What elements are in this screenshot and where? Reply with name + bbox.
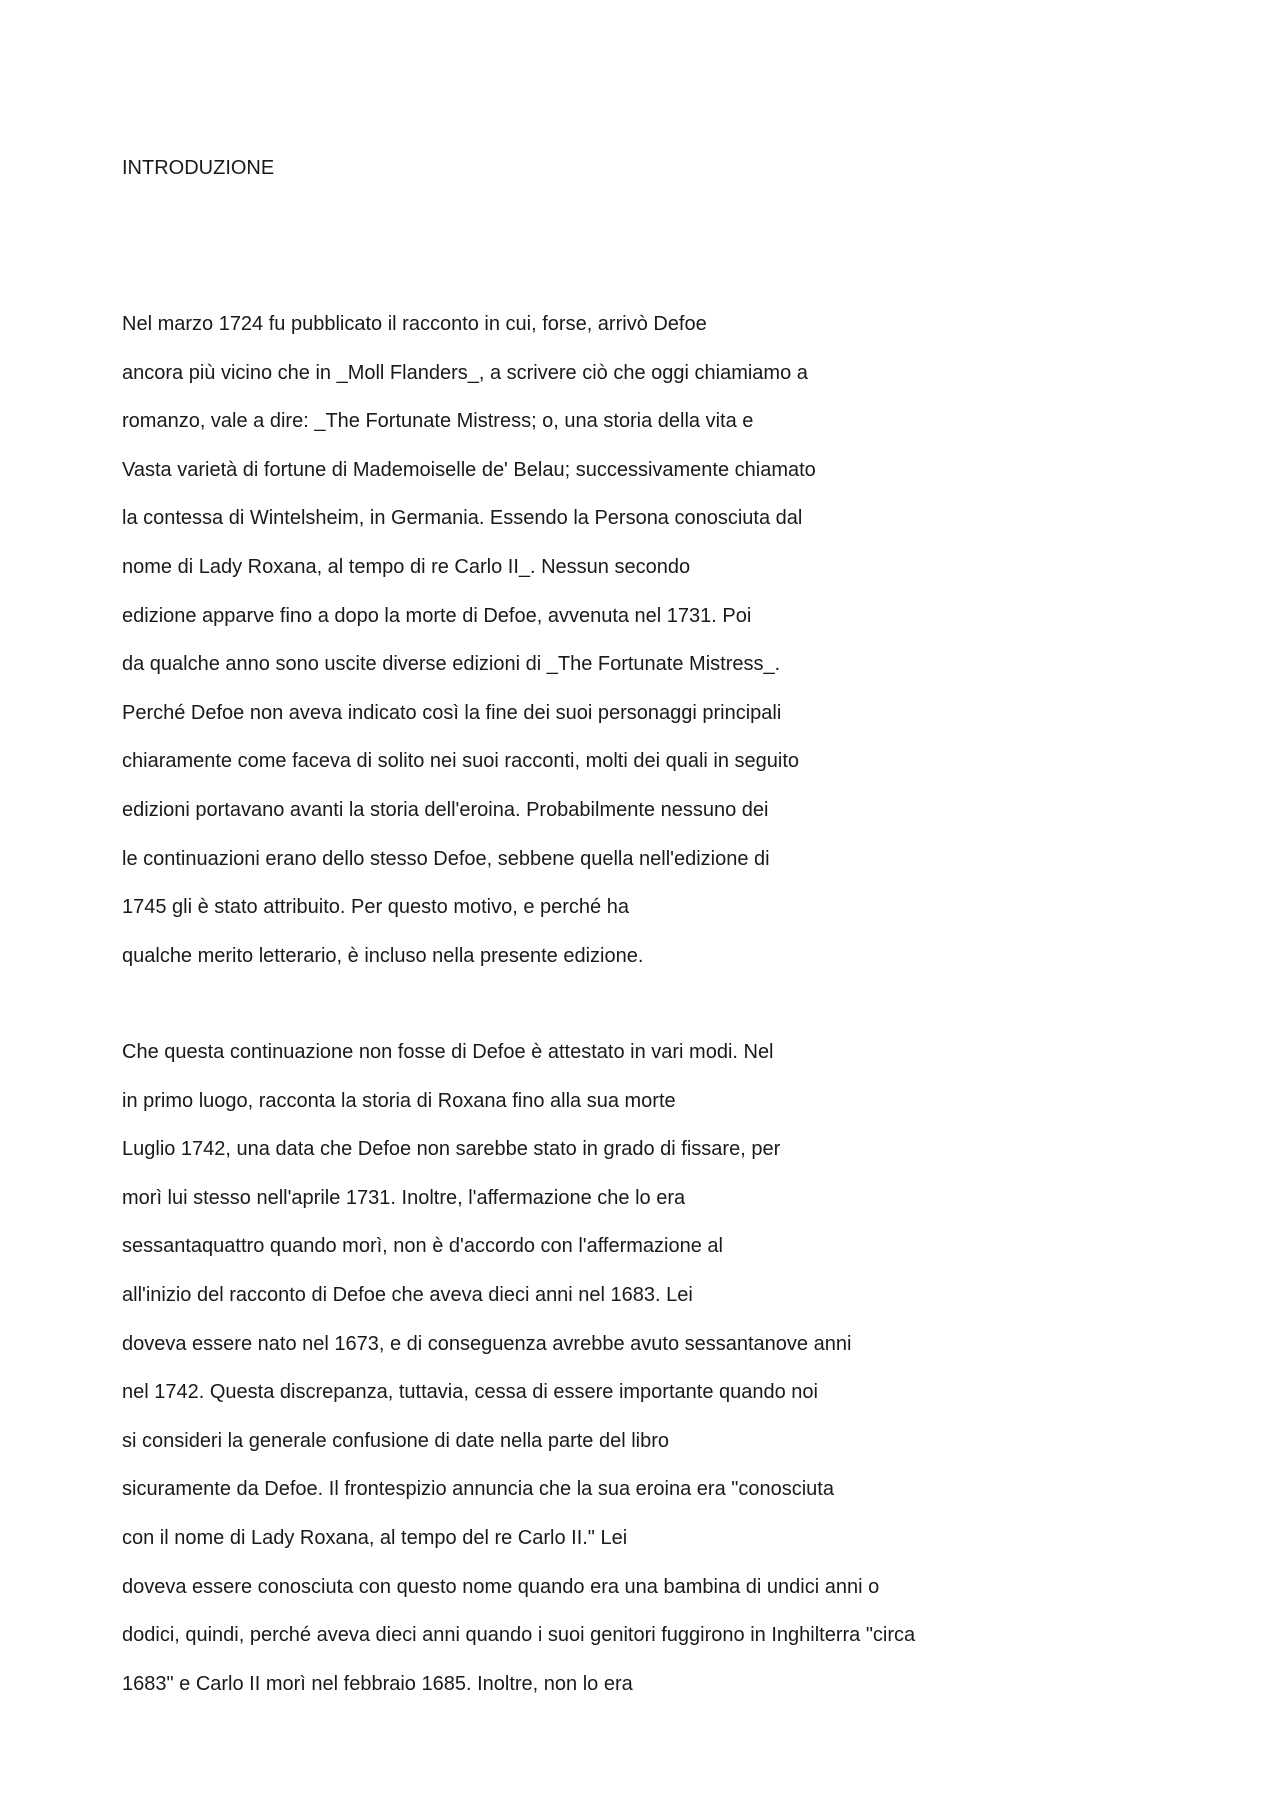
text-line: edizioni portavano avanti la storia dell'eroina. Probabilmente nessuno dei bbox=[122, 798, 769, 821]
text-line: edizione apparve fino a dopo la morte di Defoe, avvenuta nel 1731. Poi bbox=[122, 604, 752, 627]
text-line: dodici, quindi, perché aveva dieci anni quando i suoi genitori fuggirono in Inghilterra "circa bbox=[122, 1624, 916, 1647]
text-line: le continuazioni erano dello stesso Defoe, sebbene quella nell'edizione di bbox=[122, 847, 770, 870]
text-line: Luglio 1742, una data che Defoe non sarebbe stato in grado di fissare, per bbox=[122, 1138, 781, 1161]
text-line: con il nome di Lady Roxana, al tempo del re Carlo II." Lei bbox=[122, 1526, 628, 1549]
text-line: Nel marzo 1724 fu pubblicato il racconto in cui, forse, arrivò Defoe bbox=[122, 313, 707, 335]
text-line: qualche merito letterario, è incluso nella presente edizione. bbox=[122, 944, 644, 967]
document-heading: INTRODUZIONE bbox=[122, 157, 275, 179]
text-line: sicuramente da Defoe. Il frontespizio annuncia che la sua eroina era "conosciuta bbox=[122, 1478, 834, 1501]
text-line: morì lui stesso nell'aprile 1731. Inoltre, l'affermazione che lo era bbox=[122, 1186, 686, 1209]
text-line: sessantaquattro quando morì, non è d'accordo con l'affermazione al bbox=[122, 1235, 723, 1258]
text-line: Che questa continuazione non fosse di Defoe è attestato in vari modi. Nel bbox=[122, 1041, 774, 1063]
text-line: 1683" e Carlo II morì nel febbraio 1685. Inoltre, non lo era bbox=[122, 1672, 633, 1695]
text-line: Perché Defoe non aveva indicato così la fine dei suoi personaggi principali bbox=[122, 701, 782, 724]
text-line: romanzo, vale a dire: _The Fortunate Mistress; o, una storia della vita e bbox=[122, 410, 754, 433]
text-line: in primo luogo, racconta la storia di Roxana fino alla sua morte bbox=[122, 1089, 676, 1112]
text-line: 1745 gli è stato attribuito. Per questo motivo, e perché ha bbox=[122, 896, 629, 919]
text-line: nome di Lady Roxana, al tempo di re Carlo II_. Nessun secondo bbox=[122, 555, 691, 578]
text-line: Vasta varietà di fortune di Mademoiselle de' Belau; successivamente chiamato bbox=[122, 458, 816, 481]
text-line: doveva essere nato nel 1673, e di conseguenza avrebbe avuto sessantanove anni bbox=[122, 1332, 852, 1355]
text-line: si consideri la generale confusione di date nella parte del libro bbox=[122, 1429, 670, 1452]
text-line: doveva essere conosciuta con questo nome quando era una bambina di undici anni o bbox=[122, 1575, 880, 1598]
text-line: ancora più vicino che in _Moll Flanders_, a scrivere ciò che oggi chiamiamo a bbox=[122, 361, 808, 384]
paragraph-1 bbox=[122, 300, 816, 980]
text-line: chiaramente come faceva di solito nei suoi racconti, molti dei quali in seguito bbox=[122, 750, 800, 773]
text-line: all'inizio del racconto di Defoe che aveva dieci anni nel 1683. Lei bbox=[122, 1283, 693, 1306]
text-line: da qualche anno sono uscite diverse edizioni di _The Fortunate Mistress_. bbox=[122, 653, 781, 676]
text-line: la contessa di Wintelsheim, in Germania. Essendo la Persona conosciuta dal bbox=[122, 507, 803, 530]
paragraph-2 bbox=[122, 1028, 915, 1708]
text-line: nel 1742. Questa discrepanza, tuttavia, cessa di essere importante quando noi bbox=[122, 1381, 818, 1404]
